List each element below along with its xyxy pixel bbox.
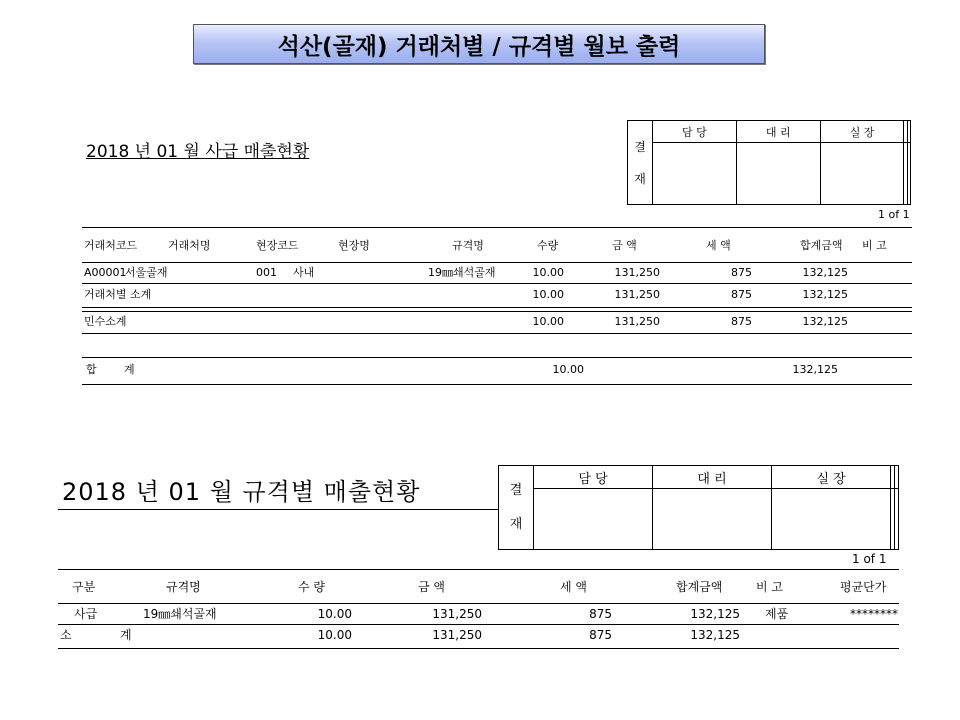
vendor-subtotal-total: 132,125 (802, 288, 848, 301)
grand-total-label-b: 계 (124, 363, 135, 376)
col-header-qty: 수량 (537, 239, 559, 252)
approval-side-label (499, 466, 534, 550)
cell-code: A00001 (84, 266, 127, 279)
grand-total-qty: 10.00 (552, 363, 584, 376)
vendor-subtotal-tax: 875 (731, 288, 752, 301)
type-subtotal-amount: 131,250 (614, 315, 660, 328)
approval-sign-cell[interactable] (907, 143, 910, 205)
cell-name: 서울골재 (125, 266, 168, 279)
cell-spec: 19㎜쇄석골재 (428, 266, 496, 279)
col2-header-tax: 세 액 (560, 580, 587, 594)
grand-total-total: 132,125 (792, 363, 838, 376)
cell-total: 132,125 (690, 607, 740, 621)
approval-header-manager: 담 당 (653, 121, 737, 143)
approval-sign-cell[interactable] (820, 143, 904, 205)
divider (82, 311, 912, 312)
cell-site-code: 001 (256, 266, 277, 279)
approval-header-assistant: 대 리 (736, 121, 820, 143)
subtotal-total: 132,125 (690, 628, 740, 642)
col-header-code: 거래처코드 (84, 239, 138, 252)
divider (58, 648, 899, 649)
col-header-total: 합계금액 (800, 239, 843, 252)
cell-qty: 10.00 (532, 266, 564, 279)
col2-header-spec: 규격명 (166, 580, 201, 594)
approval-sign-cell[interactable] (653, 143, 737, 205)
col-header-site-name: 현장명 (338, 239, 370, 252)
approval-header-manager: 담 당 (534, 466, 653, 489)
cell-tax: 875 (589, 607, 612, 621)
approval-side-bottom: 재 (634, 171, 646, 186)
cell-tax: 875 (731, 266, 752, 279)
col2-header-total: 합계금액 (676, 580, 723, 594)
cell-site-name: 사내 (293, 266, 315, 279)
cell-type: 사급 (74, 607, 98, 621)
report-title-bar (193, 24, 765, 64)
approval-side-bottom: 재 (509, 516, 523, 532)
col-header-amount: 금 액 (612, 239, 637, 252)
approval-side-top: 결 (509, 482, 523, 498)
subtotal-label-b: 계 (120, 628, 132, 642)
cell-qty: 10.00 (317, 607, 352, 621)
subtotal-qty: 10.00 (317, 628, 352, 642)
approval-sign-cell[interactable] (736, 143, 820, 205)
approval-header-director: 실 장 (820, 121, 904, 143)
section2-page-indicator: 1 of 1 (852, 552, 887, 566)
col2-header-type: 구분 (72, 580, 96, 594)
divider (82, 283, 912, 284)
section1-approval-box (627, 120, 911, 205)
approval-side-top: 결 (634, 139, 646, 154)
approval-sign-cell[interactable] (895, 489, 899, 550)
grand-total-label-a: 합 (86, 363, 97, 376)
col2-header-amount: 금 액 (418, 580, 445, 594)
approval-header-blank2 (895, 466, 899, 489)
approval-sign-cell[interactable] (534, 489, 653, 550)
approval-side-label (628, 121, 653, 205)
approval-header-director: 실 장 (772, 466, 891, 489)
section1-page-indicator: 1 of 1 (878, 208, 910, 221)
vendor-subtotal-amount: 131,250 (614, 288, 660, 301)
type-subtotal-total: 132,125 (802, 315, 848, 328)
vendor-subtotal-qty: 10.00 (532, 288, 564, 301)
col-header-tax: 세 액 (706, 239, 731, 252)
approval-header-assistant: 대 리 (653, 466, 772, 489)
divider (82, 357, 912, 358)
divider (82, 307, 912, 308)
title-underline (58, 509, 498, 510)
approval-sign-cell[interactable] (653, 489, 772, 550)
cell-total: 132,125 (802, 266, 848, 279)
divider (82, 227, 912, 228)
col2-header-avg: 평균단가 (840, 580, 887, 594)
divider (82, 333, 912, 334)
col-header-spec: 규격명 (452, 239, 484, 252)
cell-note: 제품 (765, 607, 789, 621)
divider (82, 262, 912, 263)
section2-title: 2018 년 01 월 규격별 매출현황 (62, 478, 421, 506)
divider (82, 384, 912, 385)
approval-header-blank2 (907, 121, 910, 143)
type-subtotal-label: 민수소계 (84, 315, 127, 328)
col-header-note: 비 고 (862, 239, 887, 252)
divider (58, 569, 899, 570)
divider (58, 624, 899, 625)
col2-header-qty: 수 량 (298, 580, 325, 594)
cell-amount: 131,250 (432, 607, 482, 621)
type-subtotal-qty: 10.00 (532, 315, 564, 328)
section2-approval-box (498, 465, 899, 550)
subtotal-amount: 131,250 (432, 628, 482, 642)
col-header-site-code: 현장코드 (256, 239, 299, 252)
subtotal-label-a: 소 (60, 628, 72, 642)
subtotal-tax: 875 (589, 628, 612, 642)
divider (58, 603, 899, 604)
report-title: 석산(골재) 거래처별 / 규격별 월보 출력 (277, 33, 681, 60)
vendor-subtotal-label: 거래처별 소계 (84, 288, 152, 301)
cell-amount: 131,250 (614, 266, 660, 279)
cell-avg: ******** (850, 607, 898, 621)
col-header-name: 거래처명 (168, 239, 211, 252)
col2-header-note: 비 고 (756, 580, 783, 594)
type-subtotal-tax: 875 (731, 315, 752, 328)
approval-sign-cell[interactable] (772, 489, 891, 550)
section1-title: 2018 년 01 월 사급 매출현황 (86, 142, 310, 162)
cell-spec: 19㎜쇄석골재 (143, 607, 217, 621)
